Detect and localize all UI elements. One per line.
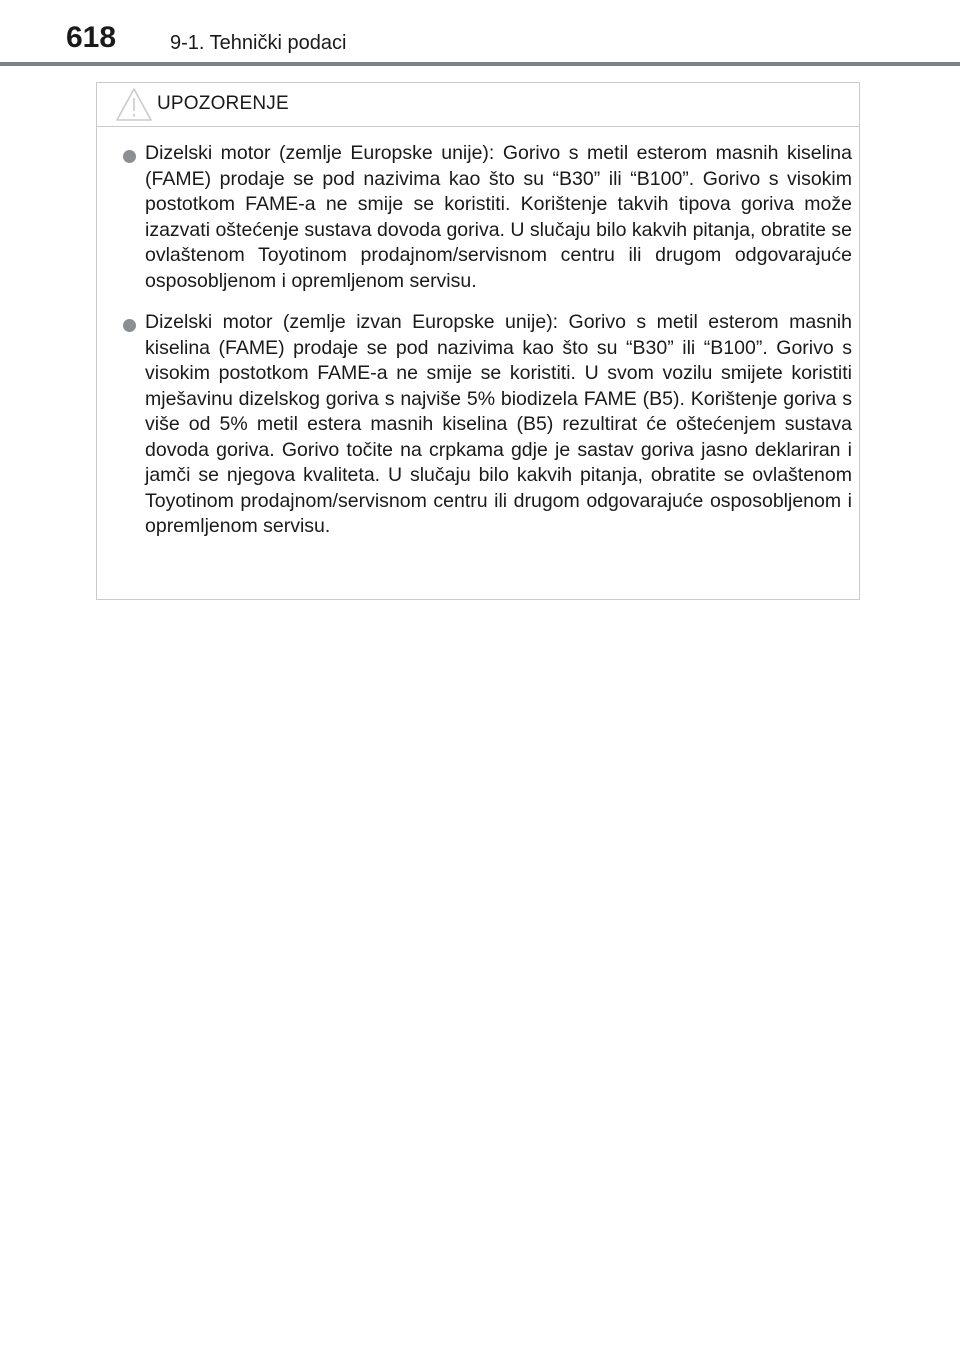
warning-header	[97, 83, 859, 127]
page-number: 618	[66, 21, 117, 54]
bullet-dot-icon	[123, 150, 136, 163]
page-header	[0, 0, 960, 66]
warning-box	[96, 82, 860, 600]
warning-item-text: Dizelski motor (zemlje Europske unije): Gorivo s metil esterom masnih kiselina (FAME) prodaje se pod nazivima kao što su “B30” ili “B100”. Gorivo s visokim postotkom FAME-a ne smije se koristiti. Korištenje takvih tipova goriva može izazvati oštećenje sustava dovoda goriva. U slučaju bilo kakvih pitanja, obratite se ovlaštenom Toyotinom prodajnom/servisnom centru ili drugom odgovarajuće osposobljenom i opremljenom servisu.	[145, 142, 852, 292]
list-item	[97, 141, 859, 294]
bullet-dot-icon	[123, 319, 136, 332]
warning-item-text: Dizelski motor (zemlje izvan Europske unije): Gorivo s metil esterom masnih kiselina (FAME) prodaje se pod nazivima kao što su “B30” ili “B100”. Gorivo s visokim postotkom FAME-a ne smije se koristiti. U svom vozilu smijete koristiti mješavinu dizelskog goriva s najviše 5% biodizela FAME (B5). Korištenje goriva s više od 5% metil estera masnih kiselina (B5) rezultirat će oštećenjem sustava dovoda goriva. Gorivo točite na crpkama gdje je sastav goriva jasno deklariran i jamči se njegova kvaliteta. U slučaju bilo kakvih pitanja, obratite se ovlaštenom Toyotinom prodajnom/servisnom centru ili drugom odgovarajuće osposobljenom i opremljenom servisu.	[145, 311, 852, 537]
warning-title: UPOZORENJE	[157, 93, 289, 114]
warning-list	[97, 141, 859, 556]
warning-triangle-icon	[115, 87, 153, 123]
section-title: 9-1. Tehnički podaci	[170, 32, 347, 54]
header-rule	[0, 62, 960, 66]
list-item	[97, 310, 859, 540]
